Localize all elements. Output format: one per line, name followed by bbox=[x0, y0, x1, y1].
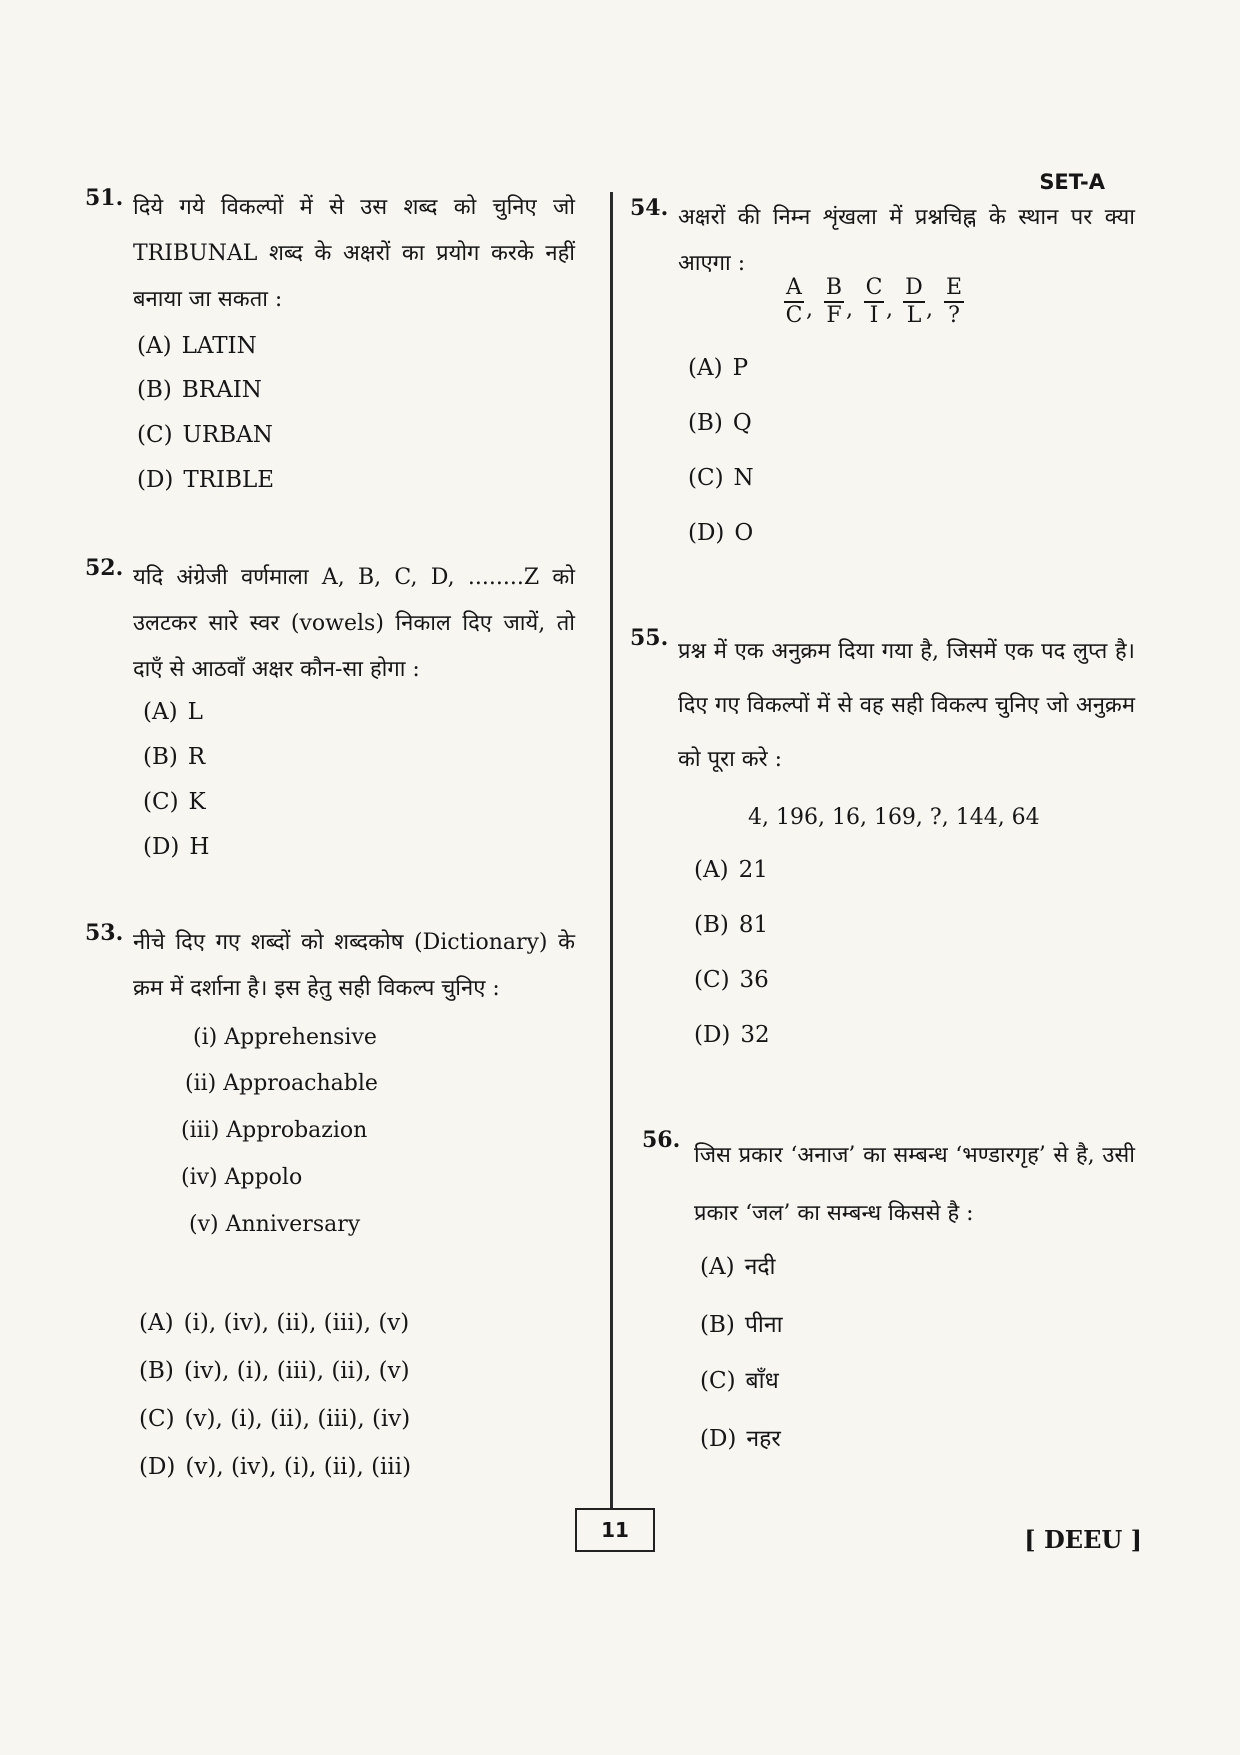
option-c: (C) URBAN bbox=[137, 422, 273, 448]
option-d: (D) TRIBLE bbox=[137, 467, 275, 493]
option-a: (A) LATIN bbox=[137, 333, 257, 359]
option-b: (B) Q bbox=[688, 410, 752, 436]
option-d: (D) (v), (iv), (i), (ii), (iii) bbox=[139, 1454, 412, 1480]
question-52 bbox=[85, 555, 575, 860]
question-56 bbox=[630, 1127, 1135, 1452]
option-d: (D) H bbox=[143, 834, 210, 860]
question-number: 53. bbox=[85, 920, 124, 946]
booklet-code: [ DEEU ] bbox=[1024, 1525, 1142, 1554]
list-item: (iv) Appolo bbox=[181, 1165, 303, 1190]
question-54 bbox=[630, 195, 1135, 546]
question-number: 54. bbox=[630, 195, 669, 221]
list-item: (ii) Approachable bbox=[185, 1071, 378, 1096]
option-b: (B) 81 bbox=[694, 912, 769, 938]
option-b: (B) BRAIN bbox=[137, 377, 262, 403]
fraction-3: $\frac{C}{I}$ bbox=[865, 275, 883, 328]
option-c: (C) K bbox=[143, 789, 206, 815]
set-label: SET-A bbox=[1039, 170, 1105, 194]
list-item: (i) Apprehensive bbox=[193, 1025, 377, 1050]
number-sequence: 4, 196, 16, 169, ?, 144, 64 bbox=[748, 805, 1040, 830]
option-c: (C) बाँध bbox=[700, 1368, 779, 1394]
option-d: (D) नहर bbox=[700, 1426, 781, 1452]
question-number: 56. bbox=[642, 1127, 681, 1153]
page-number: 11 bbox=[575, 1508, 655, 1552]
question-number: 55. bbox=[630, 625, 669, 651]
question-text: अक्षरों की निम्न शृंखला में प्रश्नचिह्न के स्थान पर क्या आएगा : bbox=[678, 205, 1135, 276]
option-b: (B) (iv), (i), (iii), (ii), (v) bbox=[139, 1358, 410, 1384]
option-c: (C) 36 bbox=[694, 967, 769, 993]
option-c: (C) N bbox=[688, 465, 754, 491]
question-text: नीचे दिए गए शब्दों को शब्दकोष (Dictionary) के क्रम में दर्शाना है। इस हेतु सही विकल्प चुनिए : bbox=[133, 930, 575, 1001]
question-55 bbox=[630, 625, 1135, 1048]
option-d: (D) 32 bbox=[694, 1022, 770, 1048]
question-51 bbox=[85, 185, 575, 493]
option-d: (D) O bbox=[688, 520, 754, 546]
fraction-4: $\frac{D}{L}$ bbox=[905, 275, 923, 328]
list-item: (v) Anniversary bbox=[189, 1212, 361, 1237]
option-a: (A) 21 bbox=[694, 857, 768, 883]
option-a: (A) (i), (iv), (ii), (iii), (v) bbox=[139, 1310, 410, 1336]
list-item: (iii) Approbazion bbox=[181, 1118, 368, 1143]
option-b: (B) पीना bbox=[700, 1312, 783, 1338]
question-53 bbox=[85, 920, 575, 1480]
option-a: (A) L bbox=[143, 699, 203, 725]
option-a: (A) P bbox=[688, 355, 749, 381]
question-text: दिये गये विकल्पों में से उस शब्द को चुनिए जो TRIBUNAL शब्द के अक्षरों का प्रयोग करके नहीं बनाया जा सकता : bbox=[133, 195, 575, 312]
question-text: जिस प्रकार ‘अनाज’ का सम्बन्ध ‘भण्डारगृह’ से है, उसी प्रकार ‘जल’ का सम्बन्ध किससे है : bbox=[694, 1143, 1135, 1226]
question-text: प्रश्न में एक अनुक्रम दिया गया है, जिसमें एक पद लुप्त है। दिए गए विकल्पों में से वह सही विकल्प चुनिए जो अनुक्रम को पूरा करे : bbox=[678, 639, 1135, 772]
letter-fraction-series: $\frac{A}{C}$ , $\frac{B}{F}$ , $\frac{C}{I}$ , $\frac{D}{L}$ , $\frac{E}{?}$ bbox=[782, 275, 966, 329]
question-number: 52. bbox=[85, 555, 124, 581]
fraction-2: $\frac{B}{F}$ bbox=[825, 275, 843, 328]
fraction-1: $\frac{A}{C}$ bbox=[785, 275, 803, 328]
question-number: 51. bbox=[85, 185, 124, 211]
option-c: (C) (v), (i), (ii), (iii), (iv) bbox=[139, 1406, 411, 1432]
column-divider bbox=[610, 192, 613, 1510]
option-a: (A) नदी bbox=[700, 1254, 776, 1280]
fraction-5: $\frac{E}{?}$ bbox=[945, 275, 963, 328]
option-b: (B) R bbox=[143, 744, 206, 770]
question-text: यदि अंग्रेजी वर्णमाला A, B, C, D, ........Z को उलटकर सारे स्वर (vowels) निकाल दिए जायें, तो दाएँ से आठवाँ अक्षर कौन-सा होगा : bbox=[133, 565, 575, 682]
